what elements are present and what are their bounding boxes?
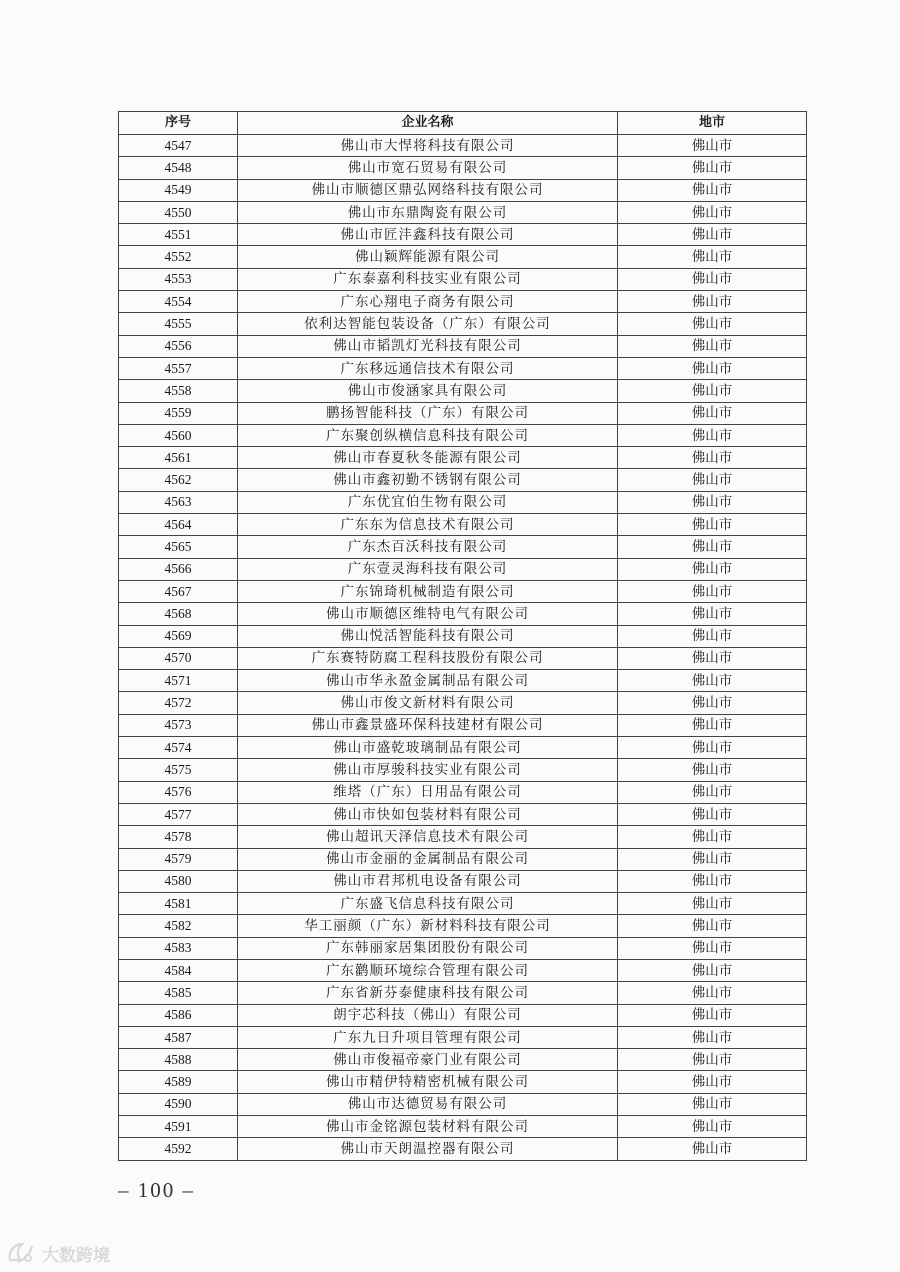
- cell-company-name: 广东东为信息技术有限公司: [238, 514, 618, 536]
- cell-index: 4570: [119, 647, 238, 669]
- cell-index: 4552: [119, 246, 238, 268]
- cell-company-name: 朗宇芯科技（佛山）有限公司: [238, 1004, 618, 1026]
- cell-company-name: 广东九日升项目管理有限公司: [238, 1026, 618, 1048]
- cell-city: 佛山市: [618, 982, 807, 1004]
- table-row: [119, 870, 807, 892]
- cell-index: 4558: [119, 380, 238, 402]
- cell-city: 佛山市: [618, 357, 807, 379]
- cell-company-name: 佛山市鑫景盛环保科技建材有限公司: [238, 714, 618, 736]
- cell-index: 4589: [119, 1071, 238, 1093]
- cell-company-name: 佛山市俊文新材料有限公司: [238, 692, 618, 714]
- cell-company-name: 佛山市大悍将科技有限公司: [238, 135, 618, 157]
- table-row: [119, 246, 807, 268]
- cell-company-name: 依利达智能包装设备（广东）有限公司: [238, 313, 618, 335]
- cell-company-name: 广东韩丽家居集团股份有限公司: [238, 937, 618, 959]
- header-row: [119, 112, 807, 135]
- cell-company-name: 佛山市君邦机电设备有限公司: [238, 870, 618, 892]
- table-row: [119, 335, 807, 357]
- cell-city: 佛山市: [618, 268, 807, 290]
- cell-company-name: 华工丽颜（广东）新材料科技有限公司: [238, 915, 618, 937]
- cell-city: 佛山市: [618, 848, 807, 870]
- cell-index: 4577: [119, 803, 238, 825]
- cell-company-name: 佛山市达德贸易有限公司: [238, 1093, 618, 1115]
- cell-index: 4567: [119, 580, 238, 602]
- table-row: [119, 647, 807, 669]
- table-row: [119, 291, 807, 313]
- table-row: [119, 803, 807, 825]
- table-row: [119, 692, 807, 714]
- cell-city: 佛山市: [618, 335, 807, 357]
- cell-city: 佛山市: [618, 469, 807, 491]
- cell-company-name: 佛山市顺德区鼎弘网络科技有限公司: [238, 179, 618, 201]
- cell-city: 佛山市: [618, 514, 807, 536]
- cell-company-name: 鹏扬智能科技（广东）有限公司: [238, 402, 618, 424]
- table-row: [119, 135, 807, 157]
- cell-city: 佛山市: [618, 870, 807, 892]
- table-row: [119, 625, 807, 647]
- cell-index: 4547: [119, 135, 238, 157]
- table-row: [119, 670, 807, 692]
- cell-company-name: 维塔（广东）日用品有限公司: [238, 781, 618, 803]
- cell-index: 4568: [119, 603, 238, 625]
- cell-company-name: 佛山市鑫初勤不锈钢有限公司: [238, 469, 618, 491]
- cell-city: 佛山市: [618, 380, 807, 402]
- table-row: [119, 201, 807, 223]
- cell-city: 佛山市: [618, 313, 807, 335]
- cell-company-name: 佛山市俊福帝豪门业有限公司: [238, 1049, 618, 1071]
- table-row: [119, 402, 807, 424]
- cell-index: 4592: [119, 1138, 238, 1160]
- cell-company-name: 广东移远通信技术有限公司: [238, 357, 618, 379]
- cell-city: 佛山市: [618, 1093, 807, 1115]
- cell-city: 佛山市: [618, 826, 807, 848]
- cell-city: 佛山市: [618, 179, 807, 201]
- cell-company-name: 佛山市金丽的金属制品有限公司: [238, 848, 618, 870]
- cell-company-name: 佛山市精伊特精密机械有限公司: [238, 1071, 618, 1093]
- cell-index: 4585: [119, 982, 238, 1004]
- cell-index: 4566: [119, 558, 238, 580]
- cell-company-name: 广东盛飞信息科技有限公司: [238, 893, 618, 915]
- cell-index: 4553: [119, 268, 238, 290]
- table-row: [119, 469, 807, 491]
- cell-company-name: 佛山市东鼎陶瓷有限公司: [238, 201, 618, 223]
- cell-company-name: 广东省新芬泰健康科技有限公司: [238, 982, 618, 1004]
- cell-index: 4551: [119, 224, 238, 246]
- cell-city: 佛山市: [618, 959, 807, 981]
- cell-index: 4549: [119, 179, 238, 201]
- table-row: [119, 1004, 807, 1026]
- cell-index: 4556: [119, 335, 238, 357]
- cell-index: 4582: [119, 915, 238, 937]
- cell-index: 4548: [119, 157, 238, 179]
- table-row: [119, 759, 807, 781]
- table-row: [119, 1138, 807, 1160]
- cell-city: 佛山市: [618, 224, 807, 246]
- cell-company-name: 广东壹灵海科技有限公司: [238, 558, 618, 580]
- table-row: [119, 937, 807, 959]
- cell-company-name: 佛山悦活智能科技有限公司: [238, 625, 618, 647]
- cell-city: 佛山市: [618, 558, 807, 580]
- cell-index: 4587: [119, 1026, 238, 1048]
- cell-company-name: 佛山市俊涵家具有限公司: [238, 380, 618, 402]
- cell-company-name: 佛山市天朗温控器有限公司: [238, 1138, 618, 1160]
- cell-index: 4559: [119, 402, 238, 424]
- cell-company-name: 佛山市盛乾玻璃制品有限公司: [238, 737, 618, 759]
- cell-company-name: 广东赛特防腐工程科技股份有限公司: [238, 647, 618, 669]
- cell-company-name: 广东鹳顺环境综合管理有限公司: [238, 959, 618, 981]
- cell-index: 4561: [119, 447, 238, 469]
- cell-city: 佛山市: [618, 402, 807, 424]
- table-row: [119, 491, 807, 513]
- cell-company-name: 佛山市华永盈金属制品有限公司: [238, 670, 618, 692]
- cell-index: 4569: [119, 625, 238, 647]
- cell-index: 4575: [119, 759, 238, 781]
- table-row: [119, 915, 807, 937]
- table-row: [119, 982, 807, 1004]
- brand-logo-icon: [6, 1240, 36, 1266]
- table-row: [119, 536, 807, 558]
- cell-index: 4554: [119, 291, 238, 313]
- cell-index: 4588: [119, 1049, 238, 1071]
- cell-index: 4576: [119, 781, 238, 803]
- cell-company-name: 佛山颖辉能源有限公司: [238, 246, 618, 268]
- cell-city: 佛山市: [618, 1049, 807, 1071]
- cell-index: 4584: [119, 959, 238, 981]
- cell-index: 4579: [119, 848, 238, 870]
- cell-company-name: 广东聚创纵横信息科技有限公司: [238, 424, 618, 446]
- cell-city: 佛山市: [618, 491, 807, 513]
- table-row: [119, 893, 807, 915]
- table-row: [119, 268, 807, 290]
- cell-index: 4583: [119, 937, 238, 959]
- cell-city: 佛山市: [618, 201, 807, 223]
- cell-index: 4560: [119, 424, 238, 446]
- cell-index: 4564: [119, 514, 238, 536]
- cell-city: 佛山市: [618, 536, 807, 558]
- table-row: [119, 714, 807, 736]
- cell-company-name: 佛山超讯天泽信息技术有限公司: [238, 826, 618, 848]
- table-row: [119, 580, 807, 602]
- cell-company-name: 广东锦琦机械制造有限公司: [238, 580, 618, 602]
- table-row: [119, 313, 807, 335]
- cell-city: 佛山市: [618, 781, 807, 803]
- table-row: [119, 959, 807, 981]
- cell-company-name: 广东优宜伯生物有限公司: [238, 491, 618, 513]
- cell-company-name: 佛山市厚骏科技实业有限公司: [238, 759, 618, 781]
- cell-index: 4591: [119, 1116, 238, 1138]
- cell-index: 4572: [119, 692, 238, 714]
- cell-company-name: 佛山市顺德区维特电气有限公司: [238, 603, 618, 625]
- cell-city: 佛山市: [618, 803, 807, 825]
- cell-city: 佛山市: [618, 625, 807, 647]
- cell-city: 佛山市: [618, 291, 807, 313]
- table-row: [119, 603, 807, 625]
- cell-city: 佛山市: [618, 1138, 807, 1160]
- table-row: [119, 1049, 807, 1071]
- cell-city: 佛山市: [618, 603, 807, 625]
- table-row: [119, 380, 807, 402]
- table-row: [119, 781, 807, 803]
- cell-city: 佛山市: [618, 670, 807, 692]
- cell-index: 4586: [119, 1004, 238, 1026]
- cell-index: 4565: [119, 536, 238, 558]
- table-header: [119, 112, 807, 135]
- table-row: [119, 157, 807, 179]
- cell-company-name: 佛山市春夏秋冬能源有限公司: [238, 447, 618, 469]
- cell-city: 佛山市: [618, 915, 807, 937]
- cell-city: 佛山市: [618, 692, 807, 714]
- cell-city: 佛山市: [618, 1071, 807, 1093]
- cell-city: 佛山市: [618, 580, 807, 602]
- cell-company-name: 佛山市匠沣鑫科技有限公司: [238, 224, 618, 246]
- cell-index: 4571: [119, 670, 238, 692]
- cell-company-name: 广东杰百沃科技有限公司: [238, 536, 618, 558]
- header-company: 企业名称: [238, 112, 618, 135]
- cell-company-name: 广东心翔电子商务有限公司: [238, 291, 618, 313]
- table-row: [119, 1071, 807, 1093]
- table-body: [119, 135, 807, 1161]
- table-row: [119, 1116, 807, 1138]
- table-row: [119, 558, 807, 580]
- cell-city: 佛山市: [618, 1026, 807, 1048]
- cell-company-name: 佛山市金铭源包装材料有限公司: [238, 1116, 618, 1138]
- cell-city: 佛山市: [618, 893, 807, 915]
- table-row: [119, 514, 807, 536]
- cell-index: 4578: [119, 826, 238, 848]
- table-row: [119, 447, 807, 469]
- cell-city: 佛山市: [618, 246, 807, 268]
- cell-index: 4562: [119, 469, 238, 491]
- cell-city: 佛山市: [618, 737, 807, 759]
- cell-index: 4580: [119, 870, 238, 892]
- cell-city: 佛山市: [618, 714, 807, 736]
- cell-city: 佛山市: [618, 937, 807, 959]
- watermark-text: 大数跨境: [42, 1245, 110, 1266]
- header-city: 地市: [618, 112, 807, 135]
- table-row: [119, 737, 807, 759]
- table-row: [119, 826, 807, 848]
- cell-company-name: 佛山市韬凯灯光科技有限公司: [238, 335, 618, 357]
- table-row: [119, 1093, 807, 1115]
- cell-index: 4590: [119, 1093, 238, 1115]
- cell-city: 佛山市: [618, 424, 807, 446]
- cell-index: 4581: [119, 893, 238, 915]
- cell-city: 佛山市: [618, 1116, 807, 1138]
- cell-index: 4563: [119, 491, 238, 513]
- cell-city: 佛山市: [618, 1004, 807, 1026]
- cell-index: 4550: [119, 201, 238, 223]
- table-row: [119, 848, 807, 870]
- cell-index: 4557: [119, 357, 238, 379]
- cell-index: 4574: [119, 737, 238, 759]
- table-row: [119, 224, 807, 246]
- cell-city: 佛山市: [618, 447, 807, 469]
- cell-city: 佛山市: [618, 759, 807, 781]
- header-index: 序号: [119, 112, 238, 135]
- cell-index: 4573: [119, 714, 238, 736]
- page-number: – 100 –: [118, 1178, 195, 1202]
- table-row: [119, 357, 807, 379]
- cell-city: 佛山市: [618, 135, 807, 157]
- cell-city: 佛山市: [618, 157, 807, 179]
- table-row: [119, 424, 807, 446]
- cell-company-name: 佛山市宽石贸易有限公司: [238, 157, 618, 179]
- cell-city: 佛山市: [618, 647, 807, 669]
- cell-index: 4555: [119, 313, 238, 335]
- table-row: [119, 1026, 807, 1048]
- company-table: [118, 111, 807, 1161]
- cell-company-name: 佛山市快如包装材料有限公司: [238, 803, 618, 825]
- cell-company-name: 广东泰嘉利科技实业有限公司: [238, 268, 618, 290]
- table-row: [119, 179, 807, 201]
- watermark: [6, 1240, 110, 1266]
